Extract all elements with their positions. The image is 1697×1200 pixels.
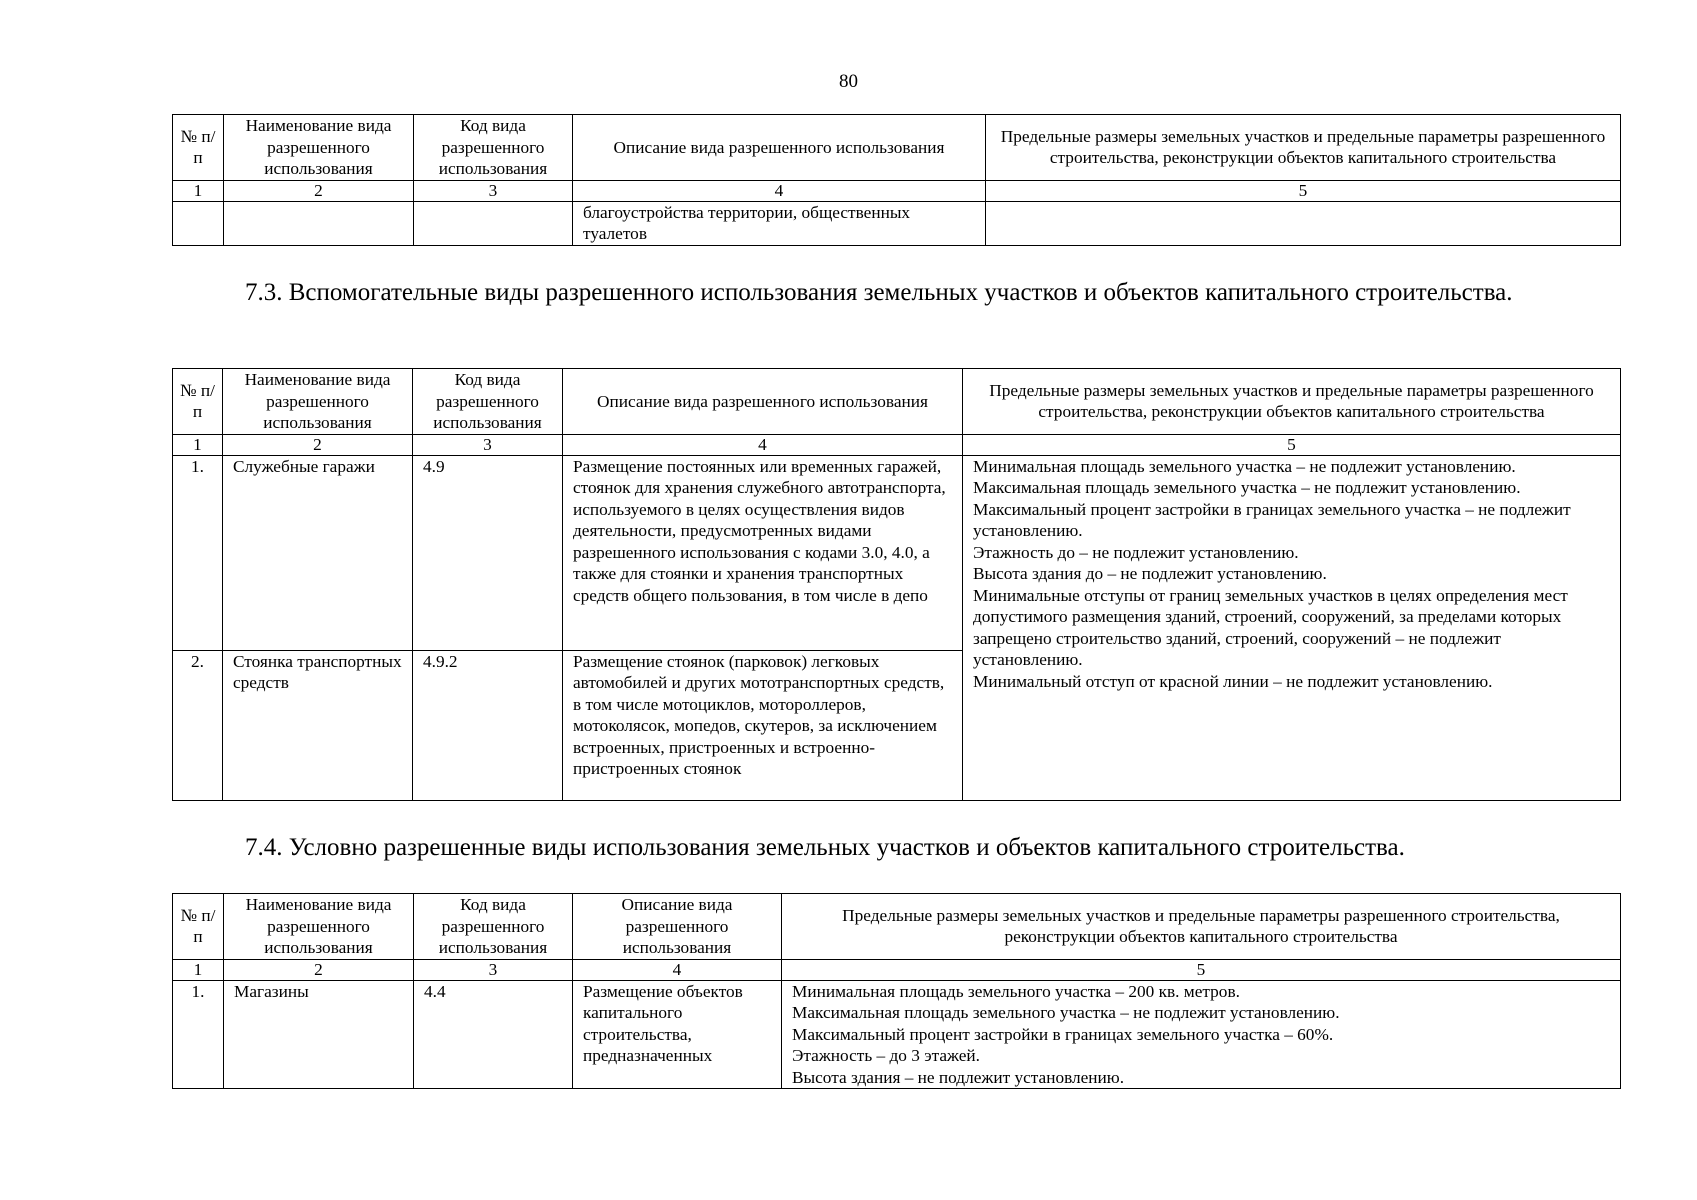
header-cell-description: Описание вида разрешенного использования xyxy=(563,369,963,435)
cell-description: благоустройства территории, общественных туалетов xyxy=(573,201,986,245)
param-line: Минимальная площадь земельного участка – 200 кв. метров. xyxy=(792,981,1240,1001)
header-cell-name: Наименование вида разрешенного использования xyxy=(223,369,413,435)
page-number: 80 xyxy=(839,71,858,92)
header-cell-params: Предельные размеры земельных участков и предельные параметры разрешенного строительства, реконструкции объектов капитального строительства xyxy=(986,115,1621,181)
header-cell-name: Наименование вида разрешенного использования xyxy=(224,115,414,181)
header-cell-num: № п/п xyxy=(173,369,223,435)
cell-name: Магазины xyxy=(224,980,414,1089)
column-number: 2 xyxy=(224,959,414,980)
param-line: Максимальная площадь земельного участка – не подлежит установлению. xyxy=(973,478,1521,497)
section-heading-7-4: 7.4. Условно разрешенные виды использования земельных участков и объектов капитального строительства. xyxy=(245,834,1405,861)
table-header-row xyxy=(173,115,1621,181)
table-row xyxy=(173,980,1621,1089)
column-number: 4 xyxy=(573,180,986,201)
cell-num xyxy=(173,201,224,245)
table-conditional-uses xyxy=(172,893,1621,1089)
param-line: Минимальный отступ от красной линии – не подлежит установлению. xyxy=(973,671,1493,691)
cell-num: 2. xyxy=(173,650,223,800)
param-line: Максимальная площадь земельного участка – не подлежит установлению. xyxy=(792,1003,1340,1022)
column-number: 1 xyxy=(173,434,223,455)
column-number: 2 xyxy=(224,180,414,201)
table-header-row xyxy=(173,894,1621,960)
header-cell-description: Описание вида разрешенного использования xyxy=(573,115,986,181)
param-line: Этажность – до 3 этажей. xyxy=(792,1046,981,1065)
param-line: Минимальные отступы от границ земельных участков в целях определения мест допустимого размещения зданий, строений, сооружений, за пределами которых запрещено строительство зданий, строений, сооружений – не подлежит установлению. xyxy=(973,585,1568,669)
cell-params xyxy=(986,201,1621,245)
column-number: 2 xyxy=(223,434,413,455)
column-number: 3 xyxy=(413,434,563,455)
column-number-row xyxy=(173,180,1621,201)
table-continuation xyxy=(172,114,1621,246)
param-line: Этажность до – не подлежит установлению. xyxy=(973,542,1299,562)
param-line: Высота здания – не подлежит установлению. xyxy=(792,1067,1125,1087)
header-cell-code: Код вида разрешенного использования xyxy=(413,369,563,435)
header-cell-name: Наименование вида разрешенного использования xyxy=(224,894,414,960)
cell-num: 1. xyxy=(173,980,224,1089)
cell-params xyxy=(782,980,1621,1089)
column-number: 3 xyxy=(414,180,573,201)
cell-description: Размещение стоянок (парковок) легковых автомобилей и других мототранспортных средств, в том числе мотоциклов, мотороллеров, мотоколясок, мопедов, скутеров, за исключением встроенных, пристроенных и встроенно-пристроенных стоянок xyxy=(563,650,963,800)
column-number: 3 xyxy=(414,959,573,980)
column-number: 1 xyxy=(173,959,224,980)
table-header-row xyxy=(173,369,1621,435)
param-line: Высота здания до – не подлежит установлению. xyxy=(973,564,1327,583)
cell-num: 1. xyxy=(173,455,223,650)
column-number-row xyxy=(173,434,1621,455)
cell-name: Служебные гаражи xyxy=(223,455,413,650)
cell-name: Стоянка транспортных средств xyxy=(223,650,413,800)
column-number: 4 xyxy=(563,434,963,455)
cell-code xyxy=(414,201,573,245)
cell-code: 4.4 xyxy=(414,980,573,1089)
header-cell-num: № п/п xyxy=(173,115,224,181)
table-row xyxy=(173,201,1621,245)
column-number: 1 xyxy=(173,180,224,201)
param-line: Максимальный процент застройки в границах земельного участка – 60%. xyxy=(792,1024,1334,1044)
column-number: 4 xyxy=(573,959,782,980)
cell-params xyxy=(963,455,1621,800)
column-number: 5 xyxy=(986,180,1621,201)
cell-code: 4.9 xyxy=(413,455,563,650)
header-cell-code: Код вида разрешенного использования xyxy=(414,894,573,960)
header-cell-num: № п/п xyxy=(173,894,224,960)
section-heading-7-3: 7.3. Вспомогательные виды разрешенного использования земельных участков и объектов капитального строительства. xyxy=(245,279,1513,306)
cell-name xyxy=(224,201,414,245)
cell-code: 4.9.2 xyxy=(413,650,563,800)
header-cell-params: Предельные размеры земельных участков и предельные параметры разрешенного строительства, реконструкции объектов капитального строительства xyxy=(963,369,1621,435)
cell-description: Размещение объектов капитального строительства, предназначенных xyxy=(573,980,782,1089)
table-auxiliary-uses xyxy=(172,368,1621,801)
header-cell-code: Код вида разрешенного использования xyxy=(414,115,573,181)
header-cell-description: Описание вида разрешенного использования xyxy=(573,894,782,960)
param-line: Минимальная площадь земельного участка – не подлежит установлению. xyxy=(973,456,1516,476)
column-number: 5 xyxy=(963,434,1621,455)
table-row xyxy=(173,455,1621,650)
column-number-row xyxy=(173,959,1621,980)
param-line: Максимальный процент застройки в границах земельного участка – не подлежит установлению. xyxy=(973,499,1571,540)
header-cell-params: Предельные размеры земельных участков и предельные параметры разрешенного строительства, реконструкции объектов капитального строительства xyxy=(782,894,1621,960)
cell-description: Размещение постоянных или временных гаражей, стоянок для хранения служебного автотранспорта, используемого в целях осуществления видов деятельности, предусмотренных видами разрешенного использования с кодами 3.0, 4.0, а также для стоянки и хранения транспортных средств общего пользования, в том числе в депо xyxy=(563,455,963,650)
column-number: 5 xyxy=(782,959,1621,980)
